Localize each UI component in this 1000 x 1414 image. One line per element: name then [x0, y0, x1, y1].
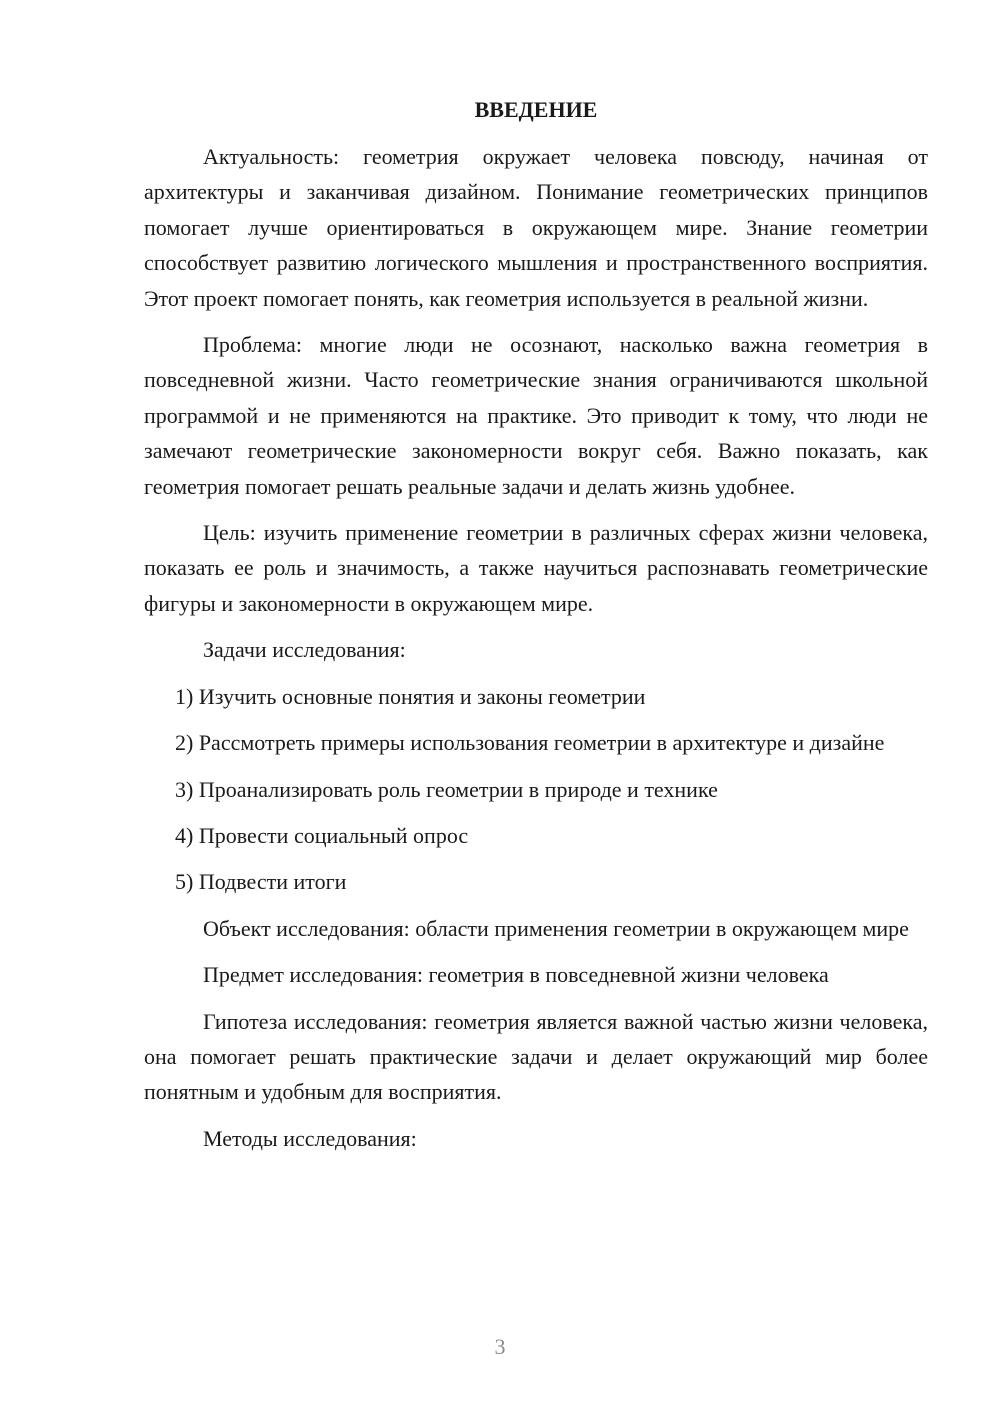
document-page: [144, 92, 928, 1167]
paragraph-relevance: Актуальность: геометрия окружает человека повсюду, начиная от архитектуры и заканчивая дизайном. Понимание геометрических принципов помогает лучше ориентироваться в окружающем мире. Знание геометрии способствует развитию логического мышления и пространственного восприятия. Этот проект помогает понять, как геометрия используется в реальной жизни.: [144, 144, 928, 311]
tasks-heading: Задачи исследования:: [203, 637, 406, 663]
task-item-5: 5) Подвести итоги: [175, 869, 347, 895]
task-item-3: 3) Проанализировать роль геометрии в природе и технике: [175, 776, 718, 802]
task-item-1: 1) Изучить основные понятия и законы геометрии: [175, 683, 646, 709]
paragraph-subject: Предмет исследования: геометрия в повседневной жизни человека: [203, 962, 829, 988]
paragraph-problem: Проблема: многие люди не осознают, насколько важна геометрия в повседневной жизни. Часто геометрические знания ограничиваются школьной программой и не применяются на практике. Это приводит к тому, что люди не замечают геометрические закономерности вокруг себя. Важно показать, как геометрия помогает решать реальные задачи и делать жизнь удобнее.: [144, 332, 928, 499]
methods-heading: Методы исследования:: [203, 1125, 417, 1151]
section-title: ВВЕДЕНИЕ: [474, 97, 598, 122]
paragraph-hypothesis: Гипотеза исследования: геометрия является важной частью жизни человека, она помогает решать практические задачи и делает окружающий мир более понятным и удобным для восприятия.: [144, 1008, 928, 1105]
task-item-4: 4) Провести социальный опрос: [175, 822, 469, 848]
task-item-2: 2) Рассмотреть примеры использования геометрии в архитектуре и дизайне: [175, 730, 885, 756]
page-number: 3: [494, 1334, 506, 1359]
paragraph-object: Объект исследования: области применения геометрии в окружающем мире: [203, 915, 909, 941]
paragraph-goal: Цель: изучить применение геометрии в различных сферах жизни человека, показать ее роль и значимость, а также научиться распознавать геометрические фигуры и закономерности в окружающем мире.: [144, 520, 928, 616]
